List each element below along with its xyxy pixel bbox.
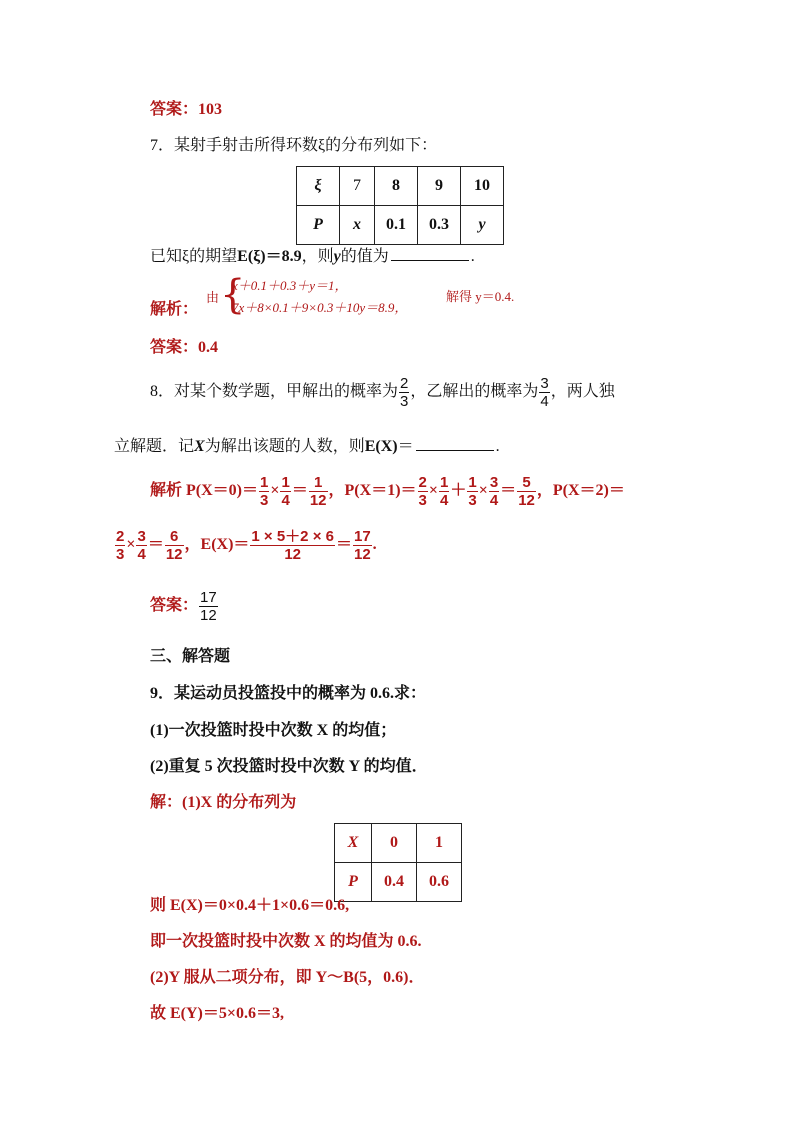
q8-text: ＝ xyxy=(397,438,414,455)
fraction: $\frac{17}{12}$ xyxy=(353,527,371,563)
fraction: $\frac{17}{12}$ xyxy=(200,588,217,624)
solution-text: (1)X 的分布列为 xyxy=(182,794,297,811)
q8-x-var: X xyxy=(194,438,205,455)
fraction: $\frac{1}{3}$ xyxy=(260,473,269,509)
q9-sub1: (1)一次投篮时投中次数 X 的均值； xyxy=(150,722,397,739)
answer-blank xyxy=(391,244,469,261)
fraction: $\frac{3}{4}$ xyxy=(540,374,549,410)
q8-answer xyxy=(150,586,219,626)
answer-label: 答案： xyxy=(150,101,199,118)
fraction: $\frac{1}{4}$ xyxy=(281,473,290,509)
q8-analysis-line2: $\frac{2}{3}$ × $\frac{3}{4}$ ＝ $\frac{6}{12}$ ，E(X)＝ $\frac{1 \times 5+2 \times 6}{12}$ ＝ $\frac{17}{12}$ . xyxy=(116,527,377,563)
q9-solution-intro xyxy=(150,793,296,813)
fraction: $\frac{1}{12}$ xyxy=(309,473,327,509)
q7-cond-end: . xyxy=(470,248,475,265)
q9-line2: 即一次投篮时投中次数 X 的均值为 0.6. xyxy=(150,933,422,950)
q8-text: ，两人独 xyxy=(550,383,615,400)
table-cell: x xyxy=(340,206,375,245)
q8-ex: E(X) xyxy=(364,438,398,455)
q7-eq2: 7x＋8×0.1＋9×0.3＋10y＝8.9， xyxy=(232,300,408,315)
table-cell: 0.4 xyxy=(372,863,417,902)
table-cell: 0.6 xyxy=(417,863,462,902)
fraction: $\frac{2}{3}$ xyxy=(418,473,427,509)
q7-you: 由 xyxy=(206,290,220,305)
answer-103 xyxy=(150,100,222,120)
fraction: $\frac{1}{4}$ xyxy=(440,473,449,509)
q7-cond-text: 的值为 xyxy=(340,248,389,265)
analysis-label: 解析 xyxy=(150,482,183,499)
answer-value: 103 xyxy=(198,101,223,118)
q7-expectation: E(ξ)＝8.9 xyxy=(237,248,302,265)
answer-blank xyxy=(416,434,494,451)
q8-text: 8．对某个数学题，甲解出的概率为 xyxy=(150,383,399,400)
table-cell: 0 xyxy=(372,824,417,863)
table-cell: 0.1 xyxy=(375,206,418,245)
table-cell: 1 xyxy=(417,824,462,863)
fraction: $\frac{6}{12}$ xyxy=(165,527,183,563)
table-cell: 9 xyxy=(418,167,461,206)
table-cell: P xyxy=(335,863,372,902)
q9-sub2: (2)重复 5 次投篮时投中次数 Y 的均值． xyxy=(150,758,428,775)
q7-eq1: x＋0.1＋0.3＋y＝1， xyxy=(232,278,348,293)
fraction: $\frac{5}{12}$ xyxy=(518,473,535,509)
table-cell: X xyxy=(335,824,372,863)
q8-text: . xyxy=(495,438,500,455)
table-cell: ξ xyxy=(297,167,340,206)
table-cell: 0.3 xyxy=(418,206,461,245)
q9-line3: (2)Y 服从二项分布，即 Y～B(5，0.6)． xyxy=(150,969,425,986)
q9-line4: 故 E(Y)＝5×0.6＝3, xyxy=(150,1005,285,1022)
q8-ex: ，E(X)＝ xyxy=(184,536,250,553)
q8-text: 立解题．记 xyxy=(114,438,195,455)
table-cell: 10 xyxy=(461,167,504,206)
answer-label: 答案： xyxy=(150,339,199,356)
solution-label: 解： xyxy=(150,794,183,811)
fraction: $\frac{1}{3}$ xyxy=(468,473,477,509)
q7-stem: 7．某射手射击所得环数ξ的分布列如下： xyxy=(150,137,438,154)
q8-text: ，乙解出的概率为 xyxy=(410,383,539,400)
fraction: $\frac{2}{3}$ xyxy=(400,374,409,410)
q8-p1: ，P(X＝1)＝ xyxy=(328,482,417,499)
q7-distribution-table xyxy=(296,166,504,245)
q9-distribution-table xyxy=(334,823,462,902)
table-row xyxy=(335,824,462,863)
table-row xyxy=(297,167,504,206)
fraction: $\frac{3}{4}$ xyxy=(137,527,146,563)
brace-icon: { xyxy=(220,272,246,318)
q8-p0: P(X＝0)＝ xyxy=(186,482,259,499)
answer-label: 答案： xyxy=(150,597,199,614)
q7-cond-text: 已知ξ的期望 xyxy=(150,248,238,265)
fraction: $\frac{1 \times 5+2 \times 6}{12}$ xyxy=(251,527,334,563)
table-cell: y xyxy=(461,206,504,245)
fraction: $\frac{3}{4}$ xyxy=(489,473,499,509)
q7-analysis-label: 解析： xyxy=(150,301,199,318)
q8-stem-line2 xyxy=(114,434,500,457)
q8-analysis-line1: 解析 P(X＝0)＝ $\frac{1}{3}$ × $\frac{1}{4}$ ＝ $\frac{1}{12}$ ，P(X＝1)＝ $\frac{2}{3}$ × $\frac{1}{4}$ ＋ $\frac{1}{3}$ × $\frac{3}{4}$ ＝ $\frac{5}{12}$ ，P(X＝2)＝ xyxy=(150,473,625,509)
q8-p2: ，P(X＝2)＝ xyxy=(536,482,625,499)
table-row xyxy=(297,206,504,245)
q8-stem xyxy=(150,374,615,410)
table-row xyxy=(335,863,462,902)
q9-stem: 9．某运动员投篮投中的概率为 0.6.求： xyxy=(150,685,427,702)
table-cell: 7 xyxy=(340,167,375,206)
section-title: 三、解答题 xyxy=(150,648,231,665)
fraction: $\frac{2}{3}$ xyxy=(116,527,125,563)
q9-line1: 则 E(X)＝0×0.4＋1×0.6＝0.6, xyxy=(150,897,350,914)
table-cell: P xyxy=(297,206,340,245)
q7-solve: 解得 y＝0.4. xyxy=(446,289,515,304)
q7-answer xyxy=(150,338,218,358)
q7-y-var: y xyxy=(333,248,341,265)
table-cell: 8 xyxy=(375,167,418,206)
q7-cond-text: ，则 xyxy=(301,248,334,265)
q8-text: 为解出该题的人数，则 xyxy=(204,438,365,455)
q7-condition xyxy=(150,244,475,267)
answer-value: 0.4 xyxy=(198,339,219,356)
